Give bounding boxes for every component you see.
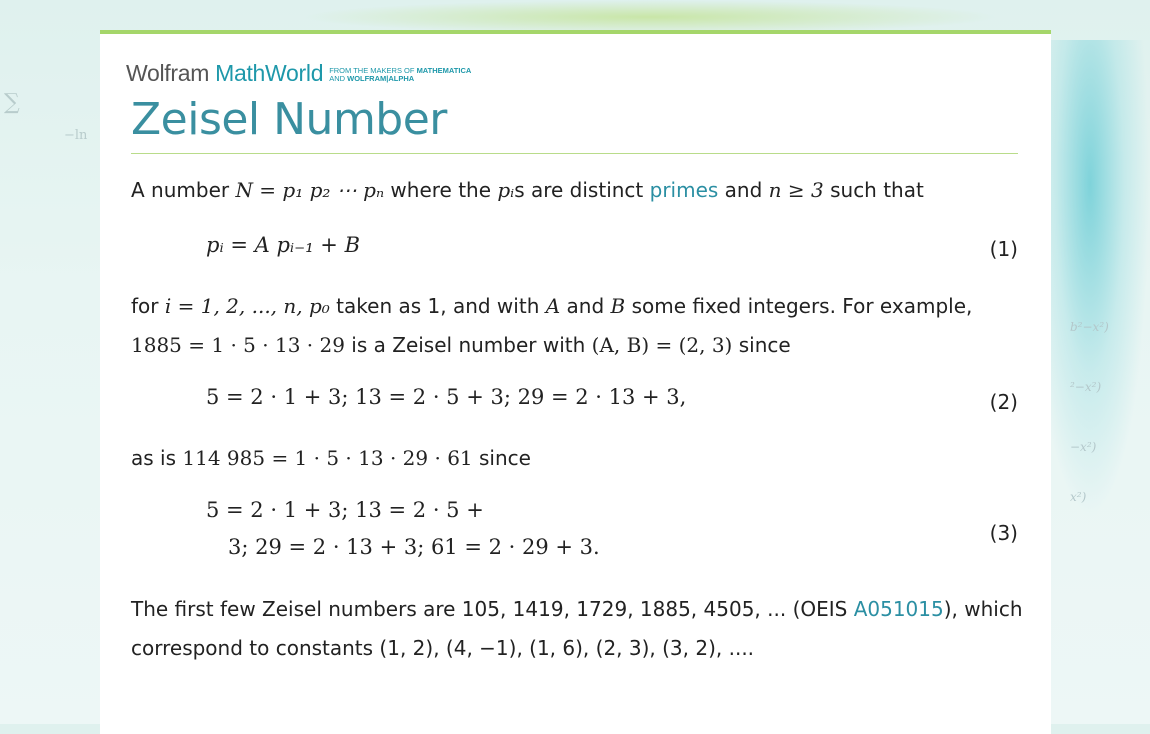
equation-1: pᵢ = A pᵢ₋₁ + B — [206, 233, 361, 257]
equation-number-2: (2) — [989, 390, 1018, 414]
logo-wolfram: Wolfram — [126, 60, 210, 86]
paragraph-sequence-line2: correspond to constants (1, 2), (4, −1), (1, 6), (2, 3), (3, 2), .... — [131, 636, 755, 660]
equation-number-1: (1) — [989, 237, 1018, 261]
paragraph-sequence: The first few Zeisel numbers are 105, 1419, 1729, 1885, 4505, ... (OEIS A051015), which — [131, 597, 1023, 621]
paragraph-second-example: as is 114 985 = 1 · 5 · 13 · 29 · 61 since — [131, 446, 531, 470]
link-oeis-a051015[interactable]: A051015 — [853, 597, 944, 621]
equation-2: 5 = 2 · 1 + 3; 13 = 2 · 5 + 3; 29 = 2 · 13 + 3, — [206, 385, 687, 409]
page-title: Zeisel Number — [131, 94, 447, 145]
article-panel — [100, 30, 1051, 734]
link-primes[interactable]: primes — [649, 178, 719, 202]
mathworld-logo[interactable] — [126, 60, 471, 87]
background-decoration — [300, 0, 1000, 34]
equation-number-3: (3) — [989, 521, 1018, 545]
logo-tagline: FROM THE MAKERS OF MATHEMATICA AND WOLFRAM|ALPHA — [329, 66, 472, 83]
background-3d-decoration: b²−x²) ²−x²) −x²) x²) — [1050, 40, 1150, 520]
paragraph-definition: A number N = p₁ p₂ ⋯ pₙ where the pᵢs are distinct primes and n ≥ 3 such that — [131, 178, 924, 202]
equation-3-line2: 3; 29 = 2 · 13 + 3; 61 = 2 · 29 + 3. — [228, 535, 600, 559]
equation-3-line1: 5 = 2 · 1 + 3; 13 = 2 · 5 + — [206, 498, 484, 522]
logo-mathworld: MathWorld — [215, 60, 324, 86]
paragraph-example-line2: 1885 = 1 · 5 · 13 · 29 is a Zeisel number with (A, B) = (2, 3) since — [131, 333, 791, 357]
title-divider — [131, 153, 1018, 154]
background-formula-decoration: ∑ −ln — [4, 90, 88, 143]
paragraph-example: for i = 1, 2, ..., n, p₀ taken as 1, and with A and B some fixed integers. For example, — [131, 294, 973, 318]
